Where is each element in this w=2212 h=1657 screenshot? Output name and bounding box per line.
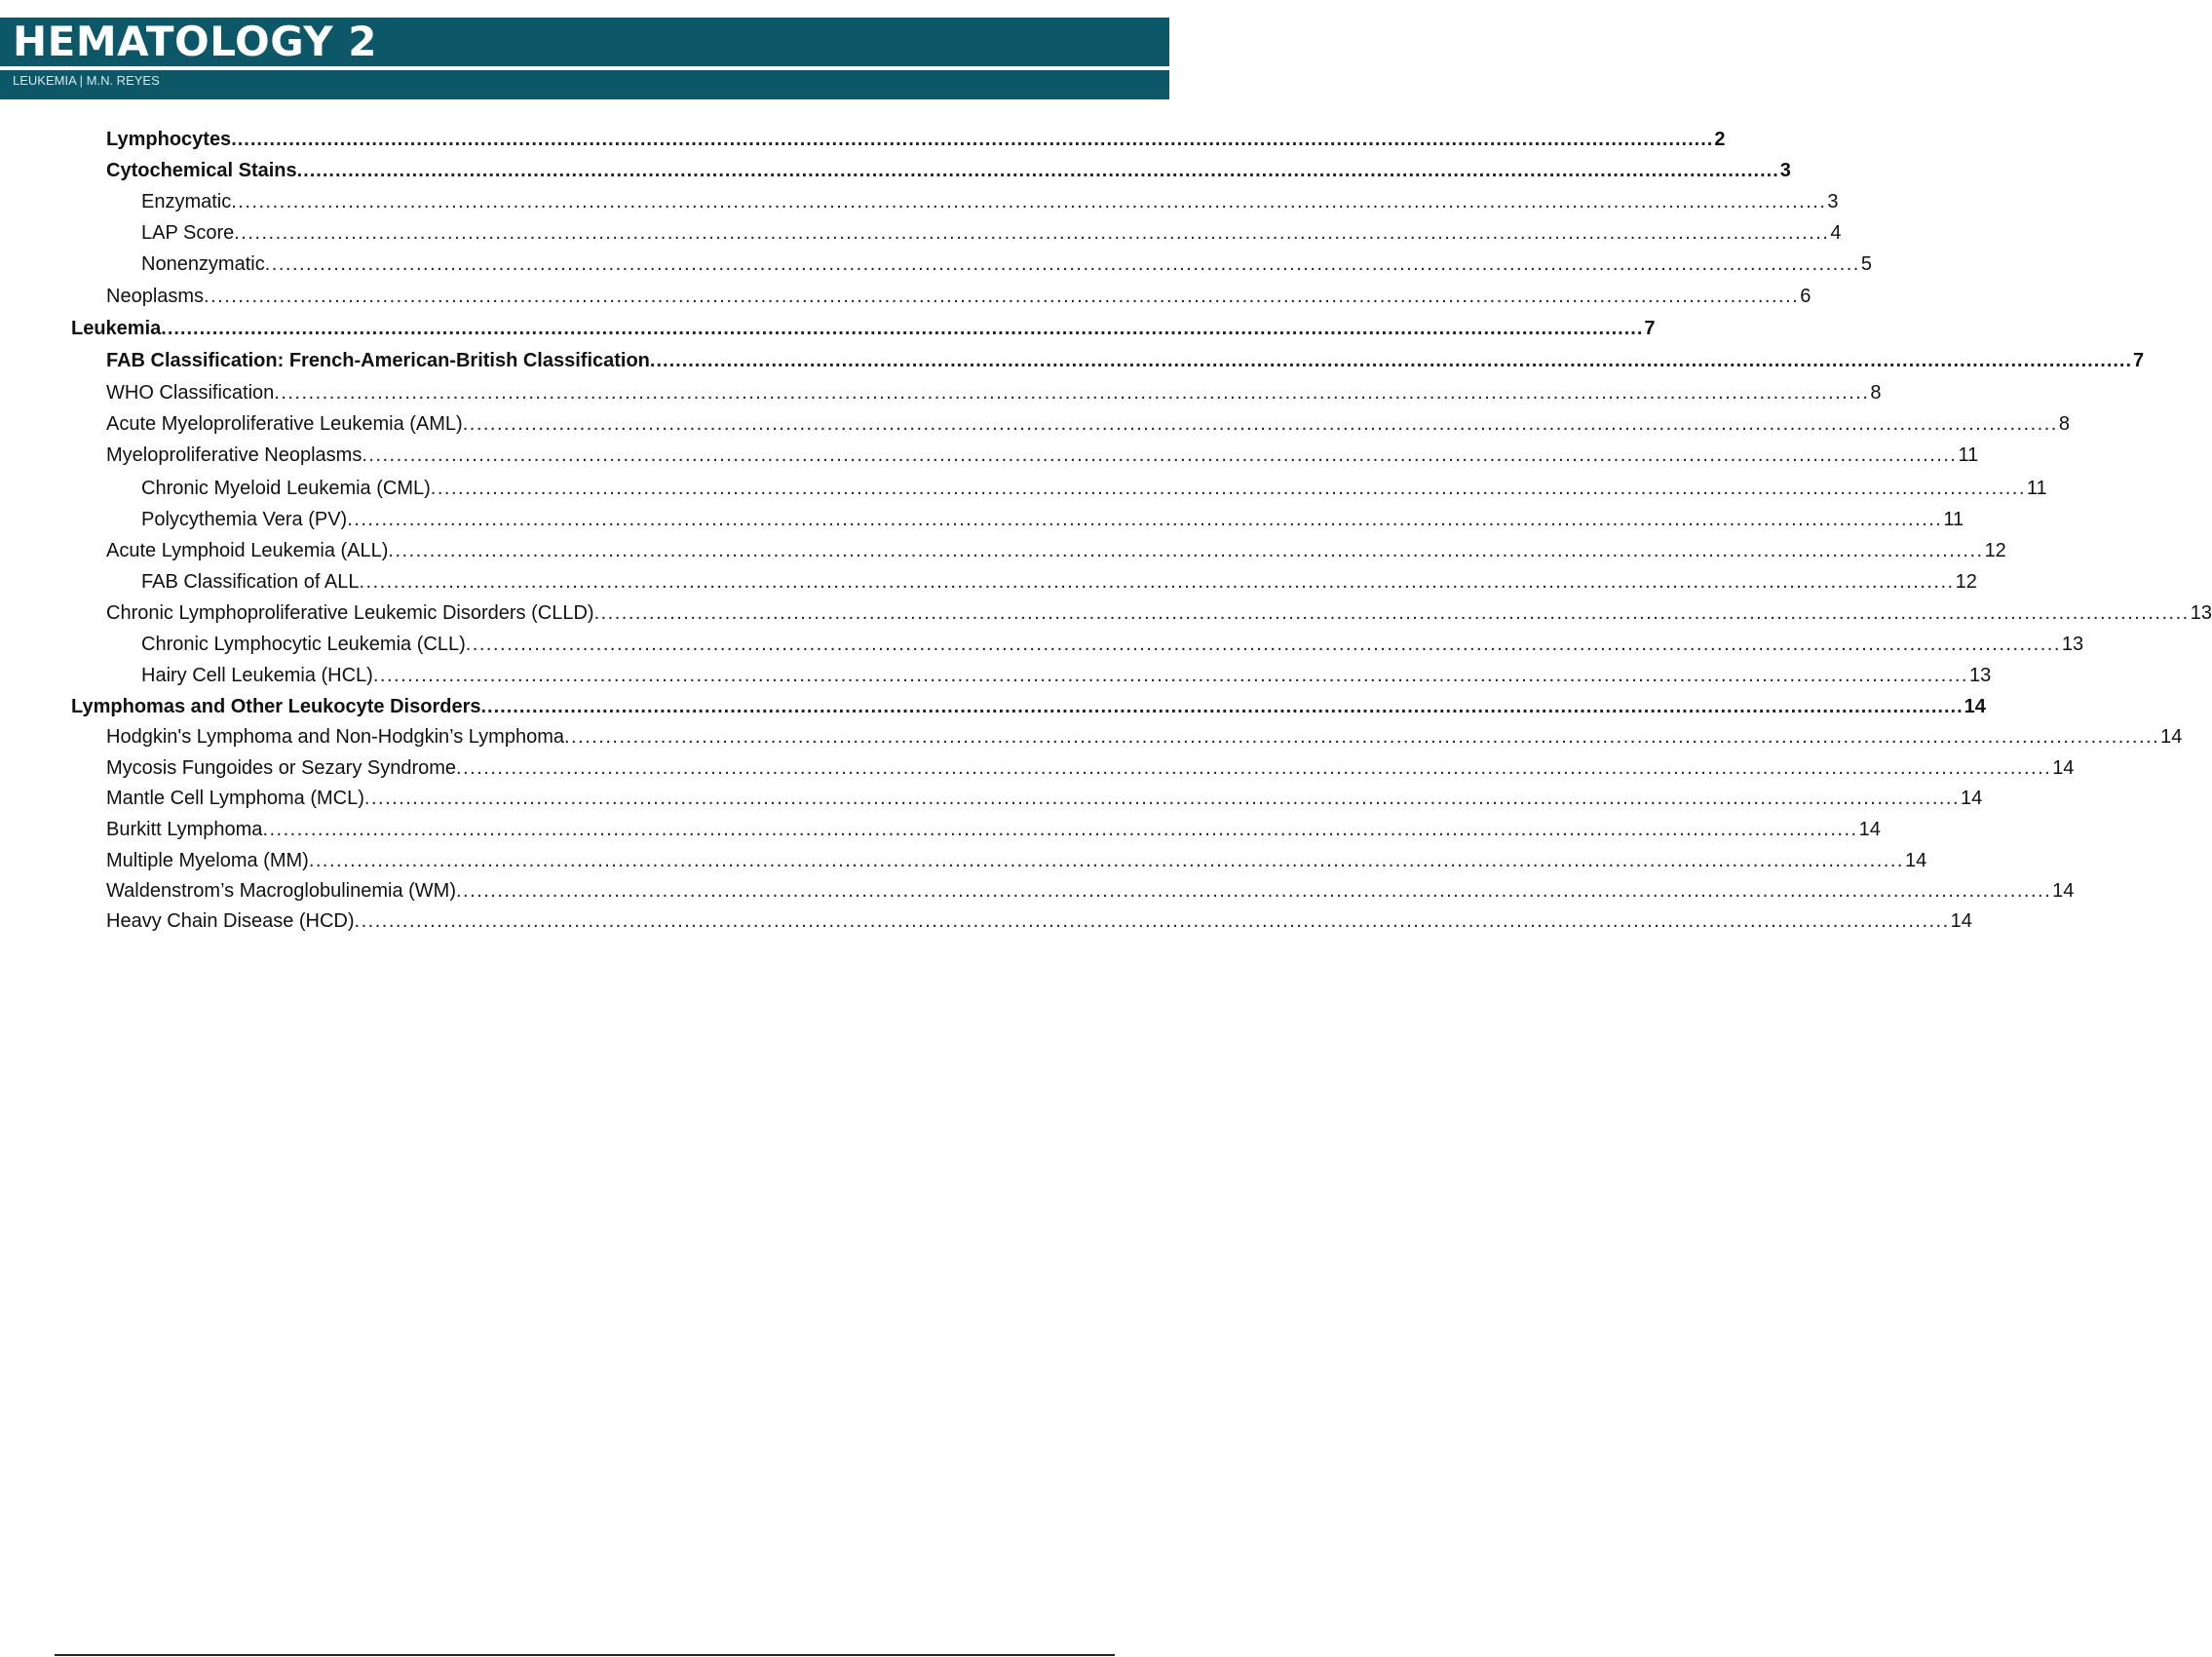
toc-entry-label: FAB Classification: French-American-British Classification bbox=[106, 350, 650, 371]
toc-dot-leader: ........................................................................................................................................................................................................................................ bbox=[264, 253, 1860, 275]
toc-entry[interactable] bbox=[71, 694, 1986, 719]
toc-entry-page-number: 14 bbox=[2052, 757, 2075, 779]
toc-entry[interactable] bbox=[141, 189, 1839, 214]
document-subtitle: LEUKEMIA | M.N. REYES bbox=[13, 73, 160, 88]
toc-entry[interactable] bbox=[141, 663, 1992, 688]
toc-dot-leader: ........................................................................................................................................................................................................................................ bbox=[456, 757, 2052, 779]
toc-entry[interactable] bbox=[141, 220, 1842, 246]
toc-entry[interactable] bbox=[106, 380, 1882, 405]
toc-entry-page-number: 14 bbox=[1858, 819, 1881, 840]
toc-entry-label: Chronic Myeloid Leukemia (CML) bbox=[141, 478, 431, 499]
toc-entry-page-number: 8 bbox=[2058, 413, 2070, 435]
toc-entry-label: Mycosis Fungoides or Sezary Syndrome bbox=[106, 757, 457, 779]
toc-entry[interactable] bbox=[141, 507, 1964, 532]
toc-dot-leader: ........................................................................................................................................................................................................................................ bbox=[462, 413, 2058, 435]
toc-entry-page-number: 5 bbox=[1860, 253, 1872, 275]
toc-entry[interactable] bbox=[106, 724, 2183, 750]
toc-dot-leader: ........................................................................................................................................................................................................................................ bbox=[564, 726, 2160, 748]
toc-entry-label: WHO Classification bbox=[106, 382, 275, 404]
toc-entry[interactable] bbox=[141, 251, 1872, 277]
toc-entry[interactable] bbox=[106, 411, 2070, 437]
toc-entry-page-number: 11 bbox=[1943, 509, 1964, 530]
toc-entry-label: Mantle Cell Lymphoma (MCL) bbox=[106, 788, 364, 809]
toc-entry[interactable] bbox=[106, 817, 1881, 842]
toc-dot-leader: ........................................................................................................................................................................................................................................ bbox=[465, 634, 2061, 655]
toc-entry[interactable] bbox=[106, 755, 2075, 781]
toc-entry-label: Polycythemia Vera (PV) bbox=[141, 509, 348, 530]
toc-entry-page-number: 7 bbox=[1644, 318, 1656, 339]
toc-entry-page-number: 13 bbox=[1968, 665, 1992, 686]
toc-entry-label: Waldenstrom’s Macroglobulinemia (WM) bbox=[106, 880, 456, 902]
toc-dot-leader: ........................................................................................................................................................................................................................................ bbox=[649, 350, 2133, 371]
toc-entry[interactable] bbox=[106, 878, 2075, 904]
toc-dot-leader: ........................................................................................................................................................................................................................................ bbox=[593, 602, 2190, 624]
toc-entry[interactable] bbox=[106, 348, 2145, 373]
footer-divider bbox=[55, 1654, 1115, 1656]
toc-entry-page-number: 14 bbox=[2160, 726, 2183, 748]
toc-entry-page-number: 7 bbox=[2133, 350, 2145, 371]
toc-entry-page-number: 13 bbox=[2190, 602, 2212, 624]
toc-entry-label: Multiple Myeloma (MM) bbox=[106, 850, 309, 871]
toc-entry-label: Acute Lymphoid Leukemia (ALL) bbox=[106, 540, 389, 561]
toc-entry-label: Heavy Chain Disease (HCD) bbox=[106, 910, 355, 932]
toc-entry-label: Hodgkin's Lymphoma and Non-Hodgkin’s Lymphoma bbox=[106, 726, 564, 748]
toc-entry-page-number: 3 bbox=[1827, 191, 1839, 212]
toc-entry-label: Lymphocytes bbox=[106, 129, 232, 150]
toc-entry-page-number: 12 bbox=[1984, 540, 2006, 561]
toc-entry[interactable] bbox=[106, 443, 1979, 468]
toc-entry[interactable] bbox=[106, 538, 2006, 563]
toc-dot-leader: ........................................................................................................................................................................................................................................ bbox=[308, 850, 1904, 871]
toc-entry[interactable] bbox=[71, 316, 1656, 341]
toc-entry-label: Burkitt Lymphoma bbox=[106, 819, 263, 840]
toc-dot-leader: ........................................................................................................................................................................................................................................ bbox=[347, 509, 1943, 530]
toc-entry-page-number: 14 bbox=[1964, 696, 1986, 717]
toc-dot-leader: ........................................................................................................................................................................................................................................ bbox=[455, 880, 2052, 902]
toc-entry-page-number: 3 bbox=[1779, 160, 1791, 181]
toc-dot-leader: ........................................................................................................................................................................................................................................ bbox=[262, 819, 1858, 840]
toc-entry-label: Cytochemical Stains bbox=[106, 160, 297, 181]
toc-entry-label: LAP Score bbox=[141, 222, 235, 244]
toc-entry-label: Hairy Cell Leukemia (HCL) bbox=[141, 665, 373, 686]
toc-entry[interactable] bbox=[106, 127, 1726, 152]
toc-entry-label: Leukemia bbox=[71, 318, 162, 339]
toc-dot-leader: ........................................................................................................................................................................................................................................ bbox=[359, 571, 1955, 593]
toc-entry[interactable] bbox=[106, 158, 1791, 183]
toc-entry[interactable] bbox=[141, 632, 2084, 657]
toc-entry[interactable] bbox=[106, 786, 1983, 811]
toc-entry[interactable] bbox=[106, 848, 1927, 873]
toc-dot-leader: ........................................................................................................................................................................................................................................ bbox=[161, 318, 1644, 339]
toc-dot-leader: ........................................................................................................................................................................................................................................ bbox=[234, 222, 1830, 244]
toc-entry-label: Nonenzymatic bbox=[141, 253, 265, 275]
toc-entry-page-number: 13 bbox=[2061, 634, 2084, 655]
toc-entry-label: FAB Classification of ALL bbox=[141, 571, 360, 593]
toc-entry-page-number: 4 bbox=[1830, 222, 1842, 244]
toc-entry-page-number: 14 bbox=[1904, 850, 1927, 871]
toc-entry-label: Myeloproliferative Neoplasms bbox=[106, 444, 362, 466]
toc-dot-leader: ........................................................................................................................................................................................................................................ bbox=[354, 910, 1950, 932]
toc-entry-page-number: 14 bbox=[1950, 910, 1972, 932]
toc-entry[interactable] bbox=[106, 600, 2212, 626]
toc-entry-label: Enzymatic bbox=[141, 191, 232, 212]
toc-entry[interactable] bbox=[106, 284, 1812, 309]
toc-dot-leader: ........................................................................................................................................................................................................................................ bbox=[362, 444, 1958, 466]
toc-entry-page-number: 6 bbox=[1800, 286, 1812, 307]
toc-entry-page-number: 14 bbox=[2052, 880, 2075, 902]
toc-dot-leader: ........................................................................................................................................................................................................................................ bbox=[204, 286, 1800, 307]
toc-dot-leader: ........................................................................................................................................................................................................................................ bbox=[231, 191, 1827, 212]
toc-entry-page-number: 2 bbox=[1714, 129, 1726, 150]
toc-entry-label: Chronic Lymphoproliferative Leukemic Disorders (CLLD) bbox=[106, 602, 594, 624]
toc-entry-page-number: 11 bbox=[1958, 444, 1979, 466]
toc-dot-leader: ........................................................................................................................................................................................................................................ bbox=[363, 788, 1961, 809]
toc-dot-leader: ........................................................................................................................................................................................................................................ bbox=[388, 540, 1984, 561]
toc-entry[interactable] bbox=[106, 908, 1972, 934]
toc-entry-label: Lymphomas and Other Leukocyte Disorders bbox=[71, 696, 481, 717]
document-title: HEMATOLOGY 2 bbox=[13, 18, 378, 65]
toc-entry[interactable] bbox=[141, 569, 1977, 595]
toc-entry-label: Chronic Lymphocytic Leukemia (CLL) bbox=[141, 634, 466, 655]
toc-dot-leader: ........................................................................................................................................................................................................................................ bbox=[430, 478, 2026, 499]
toc-dot-leader: ........................................................................................................................................................................................................................................ bbox=[231, 129, 1714, 150]
toc-entry-page-number: 14 bbox=[1961, 788, 1983, 809]
toc-entry-label: Neoplasms bbox=[106, 286, 205, 307]
toc-dot-leader: ........................................................................................................................................................................................................................................ bbox=[372, 665, 1968, 686]
toc-dot-leader: ........................................................................................................................................................................................................................................ bbox=[296, 160, 1779, 181]
toc-entry-label: Acute Myeloproliferative Leukemia (AML) bbox=[106, 413, 463, 435]
toc-entry[interactable] bbox=[141, 476, 2047, 501]
toc-dot-leader: ........................................................................................................................................................................................................................................ bbox=[274, 382, 1870, 404]
toc-entry-page-number: 12 bbox=[1955, 571, 1977, 593]
toc-dot-leader: ........................................................................................................................................................................................................................................ bbox=[480, 696, 1964, 717]
toc-entry-page-number: 8 bbox=[1870, 382, 1882, 404]
toc-entry-page-number: 11 bbox=[2026, 478, 2047, 499]
